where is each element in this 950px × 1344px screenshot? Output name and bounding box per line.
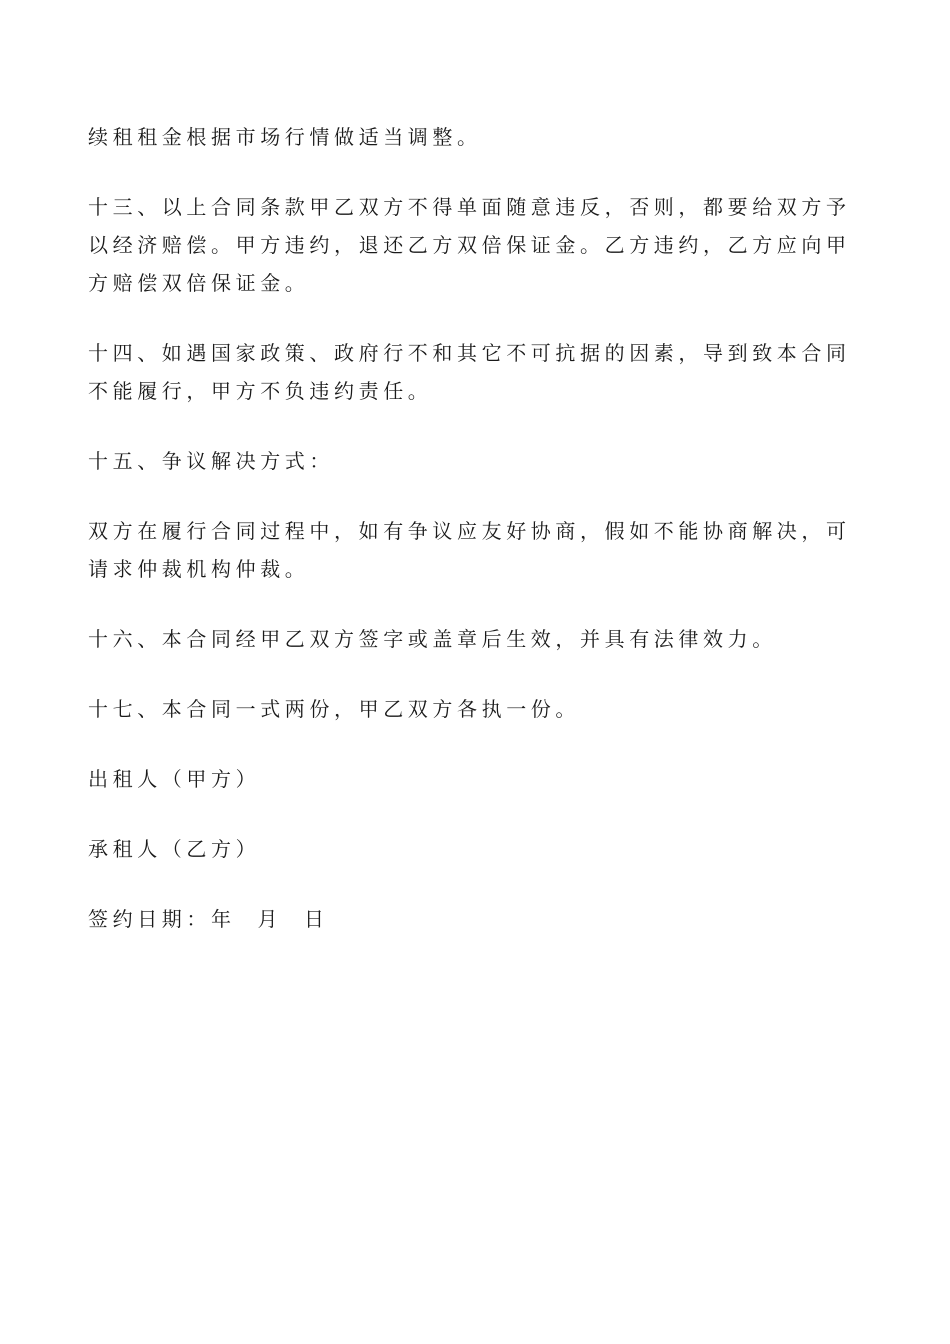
clause-15-dispute-body: 双方在履行合同过程中，如有争议应友好协商，假如不能协商解决，可请求仲裁机构仲裁。 [88,519,851,581]
document-page [88,118,863,938]
paragraph-rent-renewal: 续租租金根据市场行情做适当调整。 [88,125,482,149]
signing-date-line: 签约日期：年 月 日 [88,907,329,931]
clause-14-force-majeure: 十四、如遇国家政策、政府行不和其它不可抗据的因素，导到致本合同不能履行，甲方不负违约责任。 [88,341,851,403]
clause-16-effectiveness: 十六、本合同经甲乙双方签字或盖章后生效，并具有法律效力。 [88,627,777,651]
clause-15-dispute-heading: 十五、争议解决方式： [88,449,334,473]
lessee-signature-line: 承租人（乙方） [88,837,261,861]
lessor-signature-line: 出租人（甲方） [88,767,261,791]
clause-17-copies: 十七、本合同一式两份，甲乙双方各执一份。 [88,697,580,721]
clause-13-breach-compensation: 十三、以上合同条款甲乙双方不得单面随意违反，否则，都要给双方予以经济赔偿。甲方违约，退还乙方双倍保证金。乙方违约，乙方应向甲方赔偿双倍保证金。 [88,195,851,295]
